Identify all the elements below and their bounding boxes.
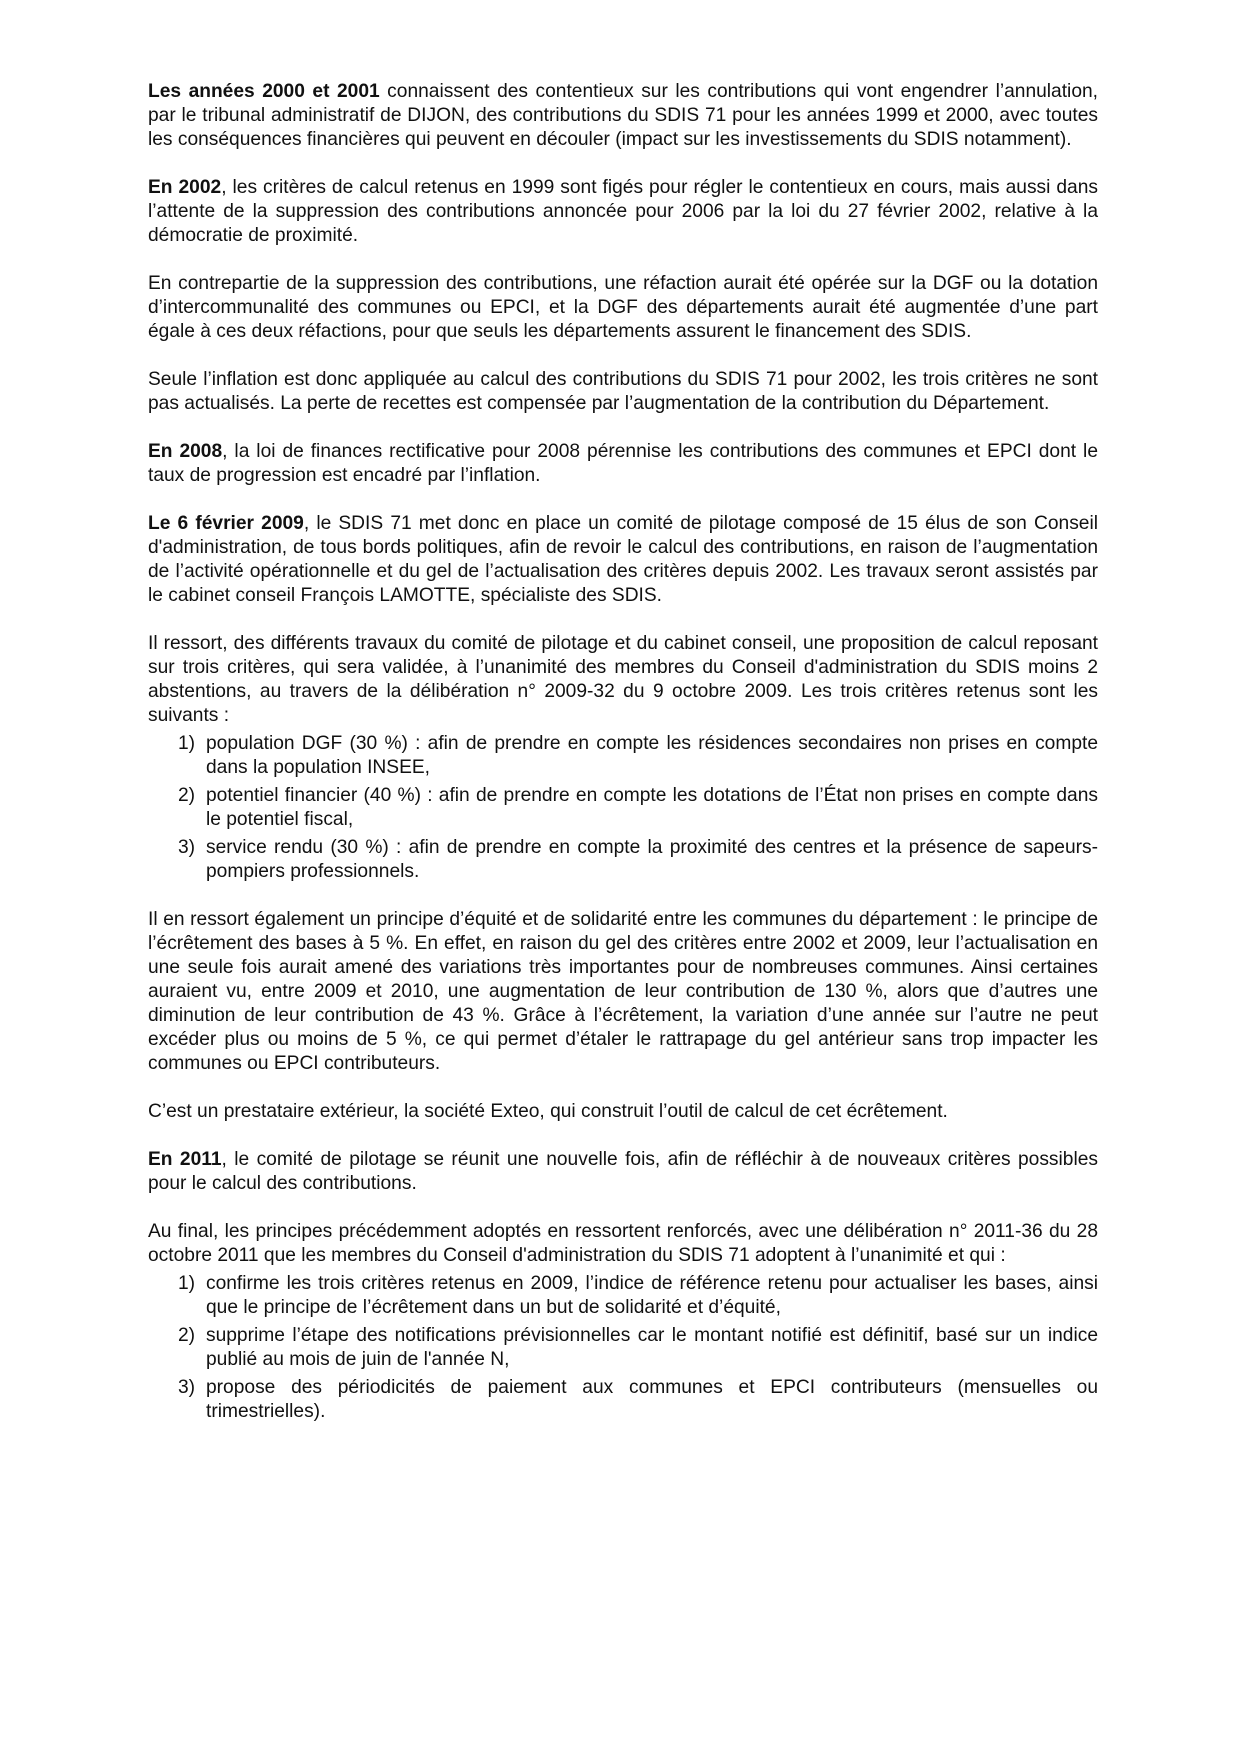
list-item xyxy=(148,1324,1098,1372)
list-item-text: service rendu (30 %) : afin de prendre en compte la proximité des centres et la présence de sapeurs-pompiers professionnels. xyxy=(206,837,1098,882)
document-page xyxy=(148,80,1098,1448)
paragraph-2009 xyxy=(148,512,1098,608)
list-item-text: population DGF (30 %) : afin de prendre en compte les résidences secondaires non prises en compte dans la population INSEE, xyxy=(206,733,1098,778)
list-item-text: supprime l’étape des notifications prévisionnelles car le montant notifié est définitif, basé sur un indice publié au mois de juin de l'année N, xyxy=(206,1325,1098,1370)
list-item-text: confirme les trois critères retenus en 2009, l’indice de référence retenu pour actualiser les bases, ainsi que le principe de l’écrêtement dans un but de solidarité et d’équité, xyxy=(206,1273,1098,1318)
list-item-number: 1) xyxy=(178,1273,196,1294)
list-item xyxy=(148,784,1098,832)
paragraph-2008 xyxy=(148,440,1098,488)
paragraph-text: , les critères de calcul retenus en 1999 sont figés pour régler le contentieux en cours, mais aussi dans l’attente de la suppression des contributions annoncée pour 2006 par la loi du 27 février 2002, relative à la démocratie de proximité. xyxy=(148,177,1098,246)
paragraph-lead: En 2002 xyxy=(148,177,222,198)
list-item-text: propose des périodicités de paiement aux communes et EPCI contributeurs (mensuelles ou trimestrielles). xyxy=(206,1377,1098,1422)
paragraph-text: Il ressort, des différents travaux du comité de pilotage et du cabinet conseil, une proposition de calcul reposant sur trois critères, qui sera validée, à l’unanimité des membres du Conseil d'administration du SDIS moins 2 abstentions, au travers de la délibération n° 2009-32 du 9 octobre 2009. Les trois critères retenus sont les suivants : xyxy=(148,633,1098,726)
paragraph-lead: En 2011 xyxy=(148,1149,222,1170)
paragraph-final xyxy=(148,1220,1098,1268)
paragraph-text: Au final, les principes précédemment adoptés en ressortent renforcés, avec une délibération n° 2011-36 du 28 octobre 2011 que les membres du Conseil d'administration du SDIS 71 adoptent à l’unanimité et qui : xyxy=(148,1221,1098,1266)
list-item-number: 2) xyxy=(178,785,196,806)
list-item xyxy=(148,836,1098,884)
list-item xyxy=(148,1376,1098,1424)
paragraph-2002 xyxy=(148,176,1098,248)
list-item xyxy=(148,1272,1098,1320)
paragraph-2011 xyxy=(148,1148,1098,1196)
list-item-number: 2) xyxy=(178,1325,196,1346)
paragraph-text: C’est un prestataire extérieur, la société Exteo, qui construit l’outil de calcul de cet écrêtement. xyxy=(148,1101,948,1122)
paragraph-text: connaissent des contentieux sur les contributions qui vont engendrer l’annulation, par le tribunal administratif de DIJON, des contributions du SDIS 71 pour les années 1999 et 2000, avec toutes les conséquences financières qui peuvent en découler (impact sur les investissements du SDIS notamment). xyxy=(148,81,1098,150)
criteria-list-2009 xyxy=(148,732,1098,884)
paragraph-text: Il en ressort également un principe d’équité et de solidarité entre les communes du département : le principe de l’écrêtement des bases à 5 %. En effet, en raison du gel des critères entre 2002 et 2009, leur l’actualisation en une seule fois aurait amené des variations très importantes pour de nombreuses communes. Ainsi certaines auraient vu, entre 2009 et 2010, une augmentation de leur contribution de 130 %, alors que d’autres une diminution de leur contribution de 43 %. Grâce à l’écrêtement, la variation d’une année sur l’autre ne peut excéder plus ou moins de 5 %, ce qui permet d’étaler le rattrapage du gel antérieur sans trop impacter les communes ou EPCI contributeurs. xyxy=(148,909,1098,1074)
paragraph-exteo xyxy=(148,1100,1098,1124)
paragraph-text: Seule l’inflation est donc appliquée au calcul des contributions du SDIS 71 pour 2002, les trois critères ne sont pas actualisés. La perte de recettes est compensée par l’augmentation de la contribution du Département. xyxy=(148,369,1098,414)
paragraph-lead: Le 6 février 2009 xyxy=(148,513,304,534)
paragraph-text: En contrepartie de la suppression des contributions, une réfaction aurait été opérée sur la DGF ou la dotation d’intercommunalité des communes ou EPCI, et la DGF des départements aurait été augmentée d’une part égale à ces deux réfactions, pour que seuls les départements assurent le financement des SDIS. xyxy=(148,273,1098,342)
paragraph-contrepartie xyxy=(148,272,1098,344)
paragraph-lead: En 2008 xyxy=(148,441,223,462)
paragraph-lead: Les années 2000 et 2001 xyxy=(148,81,380,102)
paragraph-ecretement xyxy=(148,908,1098,1076)
paragraph-text: , le comité de pilotage se réunit une nouvelle fois, afin de réfléchir à de nouveaux critères possibles pour le calcul des contributions. xyxy=(148,1149,1098,1194)
paragraph-text: , le SDIS 71 met donc en place un comité de pilotage composé de 15 élus de son Conseil d'administration, de tous bords politiques, afin de revoir le calcul des contributions, en raison de l’augmentation de l’activité opérationnelle et du gel de l’actualisation des critères depuis 2002. Les travaux seront assistés par le cabinet conseil François LAMOTTE, spécialiste des SDIS. xyxy=(148,513,1098,606)
list-item-number: 1) xyxy=(178,733,196,754)
paragraph-inflation xyxy=(148,368,1098,416)
criteria-list-2011 xyxy=(148,1272,1098,1424)
list-item xyxy=(148,732,1098,780)
paragraph-2000-2001 xyxy=(148,80,1098,152)
list-item-text: potentiel financier (40 %) : afin de prendre en compte les dotations de l’État non prises en compte dans le potentiel fiscal, xyxy=(206,785,1098,830)
paragraph-text: , la loi de finances rectificative pour 2008 pérennise les contributions des communes et EPCI dont le taux de progression est encadré par l’inflation. xyxy=(148,441,1098,486)
paragraph-proposition xyxy=(148,632,1098,728)
list-item-number: 3) xyxy=(178,837,196,858)
list-item-number: 3) xyxy=(178,1377,196,1398)
